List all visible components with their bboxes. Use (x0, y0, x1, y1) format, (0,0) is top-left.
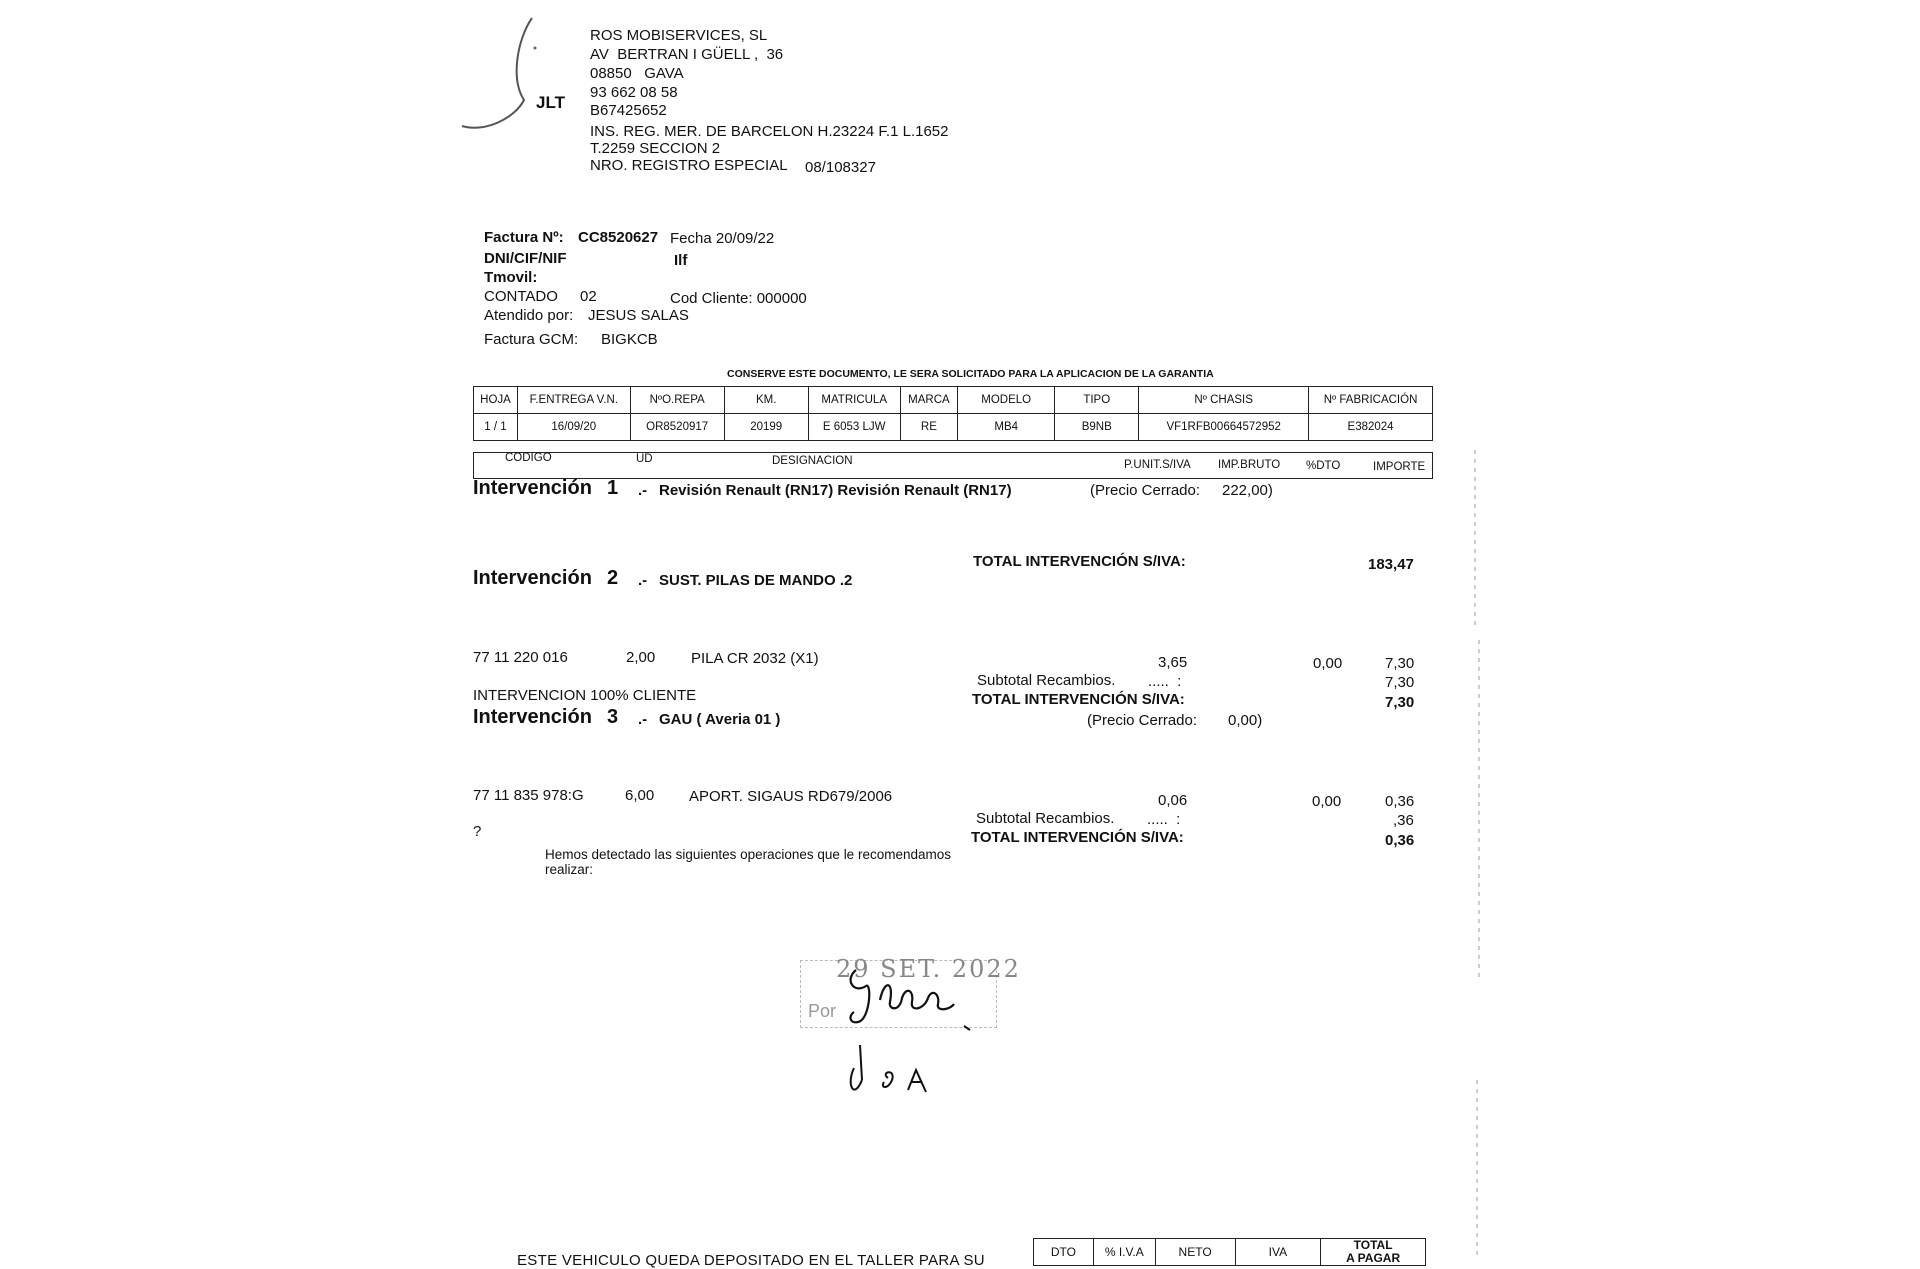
value-modelo: MB4 (958, 414, 1055, 441)
intervention-3-number: 3 (607, 706, 619, 728)
intervention-1-title: Revisión Renault (RN17) Revisión Renault (RN17) (659, 482, 1012, 499)
intervention-1-separator: .- (638, 482, 648, 499)
recommend-line-2: realizar: (545, 862, 594, 877)
subtotal-label: Subtotal Recambios. (976, 810, 1115, 827)
subtotal-value: ,36 (1393, 812, 1414, 829)
line-codigo: 77 11 220 016 (473, 649, 568, 666)
col-impbruto: IMP.BRUTO (1218, 459, 1281, 471)
logo-swoosh-icon (460, 8, 540, 138)
totals-header-dto: DTO (1034, 1239, 1094, 1266)
value-tipo: B9NB (1055, 414, 1139, 441)
col-punit: P.UNIT.S/IVA (1124, 459, 1191, 471)
dni-value: Ilf (674, 252, 688, 269)
col-dto: %DTO (1306, 460, 1341, 472)
totals-header-iva-pct: % I.V.A (1093, 1239, 1155, 1266)
line-punit: 0,06 (1158, 792, 1188, 809)
totals-table (1033, 1238, 1426, 1266)
line-importe: 7,30 (1385, 655, 1415, 672)
intervention-2-note: INTERVENCION 100% CLIENTE (473, 687, 697, 704)
company-name: ROS MOBISERVICES, SL (590, 27, 768, 44)
vehicle-table-value-row (474, 414, 1433, 441)
intervention-3-label: Intervención (473, 706, 592, 728)
line-designacion: APORT. SIGAUS RD679/2006 (689, 788, 893, 805)
company-registry-2: T.2259 SECCION 2 (590, 140, 721, 157)
line-dto: 0,00 (1313, 655, 1343, 672)
intervention-3-precio-value: 0,00) (1228, 712, 1263, 729)
header-fabricacion: Nº FABRICACIÓN (1309, 387, 1433, 414)
intervention-2-label: Intervención (473, 567, 592, 589)
logo-text: JLT (536, 93, 565, 112)
intervention-3-precio-label: (Precio Cerrado: (1087, 712, 1198, 729)
intervention-2-number: 2 (607, 567, 619, 589)
company-address: AV BERTRAN I GÜELL , 36 (590, 46, 784, 63)
intervention-1-precio-value: 222,00) (1222, 482, 1273, 499)
totals-header-neto: NETO (1155, 1239, 1235, 1266)
subtotal-label: Subtotal Recambios. (977, 672, 1116, 689)
header-chasis: Nº CHASIS (1139, 387, 1309, 414)
vehicle-table (473, 386, 1433, 441)
intervention-2-total-value: 7,30 (1385, 694, 1415, 711)
intervention-3-total-label: TOTAL INTERVENCIÓN S/IVA: (971, 829, 1184, 846)
company-registry-1: INS. REG. MER. DE BARCELON H.23224 F.1 L.1652 (590, 123, 949, 140)
line-codigo: 77 11 835 978:G (473, 787, 584, 804)
line-punit: 3,65 (1158, 654, 1188, 671)
line-dto: 0,00 (1312, 793, 1342, 810)
contado-value: 02 (580, 288, 597, 305)
header-orepa: NºO.REPA (630, 387, 724, 414)
line-ud: 2,00 (626, 649, 656, 666)
value-fabricacion: E382024 (1309, 414, 1433, 441)
header-matricula: MATRICULA (808, 387, 900, 414)
subtotal-dots: ..... : (1148, 673, 1182, 690)
intervention-3-separator: .- (638, 711, 648, 728)
intervention-2-total-label: TOTAL INTERVENCIÓN S/IVA: (972, 691, 1185, 708)
value-hoja: 1 / 1 (474, 414, 518, 441)
scan-artifact (1476, 1080, 1478, 1260)
line-designacion: PILA CR 2032 (X1) (691, 650, 819, 667)
value-chasis: VF1RFB00664572952 (1139, 414, 1309, 441)
special-registry-value: 08/108327 (805, 159, 876, 176)
warranty-notice: CONSERVE ESTE DOCUMENTO, LE SERA SOLICITADO PARA LA APLICACION DE LA GARANTIA (727, 368, 1214, 380)
intervention-2-title: SUST. PILAS DE MANDO .2 (659, 572, 853, 589)
scan-artifact (1474, 450, 1476, 630)
col-importe: IMPORTE (1373, 461, 1426, 473)
dni-label: DNI/CIF/NIF (484, 250, 567, 267)
tmovil-label: Tmovil: (484, 269, 538, 286)
stamp-date: 29 SET. 2022 (836, 955, 1021, 983)
line-items-header-bar (473, 452, 1433, 479)
header-tipo: TIPO (1055, 387, 1139, 414)
col-designacion: DESIGNACION (772, 455, 853, 467)
value-km: 20199 (724, 414, 808, 441)
stamp-por: Por (808, 1001, 837, 1021)
contado-label: CONTADO (484, 288, 558, 305)
factura-label: Factura Nº: (484, 229, 564, 246)
subtotal-value: 7,30 (1385, 674, 1415, 691)
scan-artifact (1478, 640, 1480, 980)
company-phone: 93 662 08 58 (590, 84, 678, 101)
intervention-3-total-value: 0,36 (1385, 832, 1415, 849)
header-modelo: MODELO (958, 387, 1055, 414)
header-km: KM. (724, 387, 808, 414)
special-registry-label: NRO. REGISTRO ESPECIAL (590, 157, 788, 174)
gcm-label: Factura GCM: (484, 331, 579, 348)
recommend-line-1: Hemos detectado las siguientes operaciones que le recomendamos (545, 847, 951, 862)
question-mark: ? (473, 823, 482, 840)
header-marca: MARCA (900, 387, 957, 414)
company-city: 08850 GAVA (590, 65, 684, 82)
intervention-1-precio-label: (Precio Cerrado: (1090, 482, 1201, 499)
totals-header-iva: IVA (1235, 1239, 1321, 1266)
value-matricula: E 6053 LJW (808, 414, 900, 441)
deposit-line-1: ESTE VEHICULO QUEDA DEPOSITADO EN EL TALLER PARA SU (517, 1252, 985, 1269)
atendido-value: JESUS SALAS (588, 307, 689, 324)
factura-value: CC8520627 (578, 229, 659, 246)
intervention-1-label: Intervención (473, 477, 592, 499)
intervention-3-title: GAU ( Averia 01 ) (659, 711, 781, 728)
header-fentrega: F.ENTREGA V.N. (518, 387, 631, 414)
header-hoja: HOJA (474, 387, 518, 414)
cod-cliente: Cod Cliente: 000000 (670, 290, 807, 307)
signature-icon (840, 950, 1010, 1100)
atendido-label: Atendido por: (484, 307, 574, 324)
intervention-2-separator: .- (638, 572, 648, 589)
line-importe: 0,36 (1385, 793, 1415, 810)
intervention-1-total-label: TOTAL INTERVENCIÓN S/IVA: (973, 553, 1186, 570)
intervention-1-total-value: 183,47 (1368, 556, 1414, 573)
col-ud: UD (636, 453, 653, 465)
gcm-value: BIGKCB (601, 331, 658, 348)
vehicle-table-header-row (474, 387, 1433, 414)
col-codigo: CODIGO (505, 452, 552, 464)
value-orepa: OR8520917 (630, 414, 724, 441)
line-ud: 6,00 (625, 787, 655, 804)
totals-header-total: TOTAL A PAGAR (1321, 1239, 1426, 1266)
value-fentrega: 16/09/20 (518, 414, 631, 441)
invoice-date: Fecha 20/09/22 (670, 230, 775, 247)
totals-header-row (1034, 1239, 1426, 1266)
intervention-1-number: 1 (607, 477, 619, 499)
company-cif: B67425652 (590, 102, 667, 119)
subtotal-dots: ..... : (1147, 811, 1181, 828)
value-marca: RE (900, 414, 957, 441)
